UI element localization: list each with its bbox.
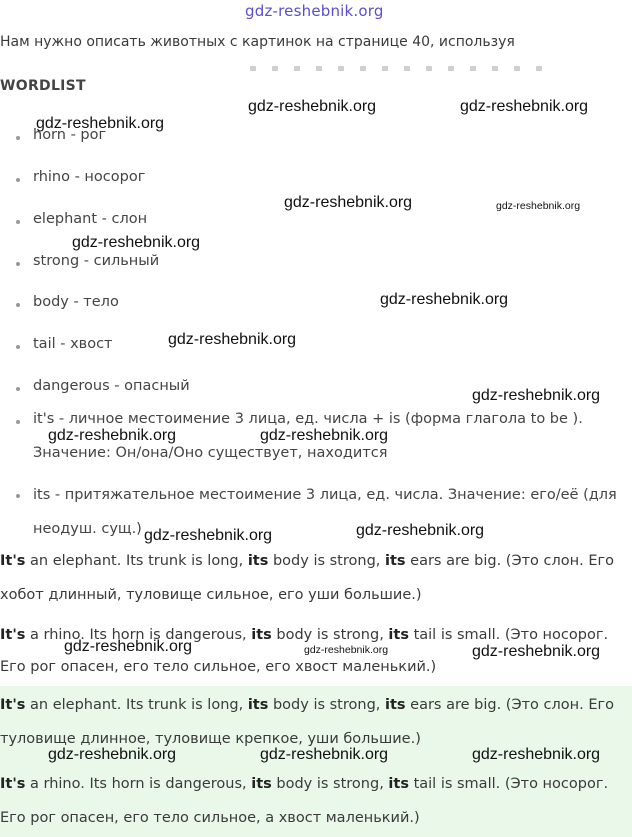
wordlist-heading: WORDLIST <box>0 78 86 94</box>
bullet-icon <box>16 262 20 266</box>
bullet-icon <box>16 494 20 498</box>
wordlist-item: elephant - слон <box>33 211 148 227</box>
answer-paragraph: It's a rhino. Its horn is dangerous, its body is strong, its tail is small. (Это носорог. Его рог опасен, его тело сильное, а хвост маленький.) <box>0 776 609 826</box>
bullet-icon <box>16 345 20 349</box>
watermark: gdz-reshebnik.org <box>48 427 177 444</box>
watermark: gdz-reshebnik.org <box>144 527 273 544</box>
wordlist-item: tail - хвост <box>33 336 113 352</box>
watermark: gdz-reshebnik.org <box>260 427 389 444</box>
watermark: gdz-reshebnik.org <box>380 291 509 308</box>
watermark: gdz-reshebnik.org <box>48 746 177 763</box>
wordlist-item: it's - личное местоимение 3 лица, ед. числа + is (форма глагола to be ). Значение: Он/она/Оно существует, находится <box>33 411 583 461</box>
wordlist-item: strong - сильный <box>33 253 160 269</box>
watermark: gdz-reshebnik.org <box>472 643 601 660</box>
answer-paragraph: It's an elephant. Its trunk is long, its body is strong, its ears are big. (Это слон. Его туловище длинное, туловище крепкое, уши большие.) <box>0 697 614 747</box>
wordlist-item: body - тело <box>33 294 119 310</box>
bullet-icon <box>16 420 20 424</box>
watermark: gdz-reshebnik.org <box>260 746 389 763</box>
watermark: gdz-reshebnik.org <box>248 98 377 115</box>
cut-text-line <box>250 66 550 71</box>
bullet-icon <box>16 136 20 140</box>
bullet-icon <box>16 178 20 182</box>
watermark: gdz-reshebnik.org <box>472 387 601 404</box>
wordlist-item: rhino - носорог <box>33 169 146 185</box>
watermark: gdz-reshebnik.org <box>168 331 297 348</box>
watermark: gdz-reshebnik.org <box>472 746 601 763</box>
wordlist-item: dangerous - опасный <box>33 378 190 394</box>
bullet-icon <box>16 303 20 307</box>
bullet-icon <box>16 387 20 391</box>
bullet-icon <box>16 220 20 224</box>
example-paragraph: It's an elephant. Its trunk is long, its body is strong, its ears are big. (Это слон. Его хобот длинный, туловище сильное, его уши большие.) <box>0 553 614 603</box>
wordlist-item: its - притяжательное местоимение 3 лица, ед. числа. Значение: его/её (для неодуш. сущ.) <box>33 487 617 537</box>
site-header: gdz-reshebnik.org <box>245 2 384 20</box>
watermark: gdz-reshebnik.org <box>356 522 485 539</box>
example-paragraph: It's a rhino. Its horn is dangerous, its body is strong, its tail is small. (Это носорог. Его рог опасен, его тело сильное, его хвост маленький.) <box>0 627 609 675</box>
watermark: gdz-reshebnik.org <box>64 638 193 655</box>
watermark: gdz-reshebnik.org <box>304 644 389 656</box>
wordlist-item: horn - рог <box>33 127 107 143</box>
watermark: gdz-reshebnik.org <box>460 98 589 115</box>
intro-text: Нам нужно описать животных с картинок на странице 40, используя <box>0 34 515 50</box>
watermark: gdz-reshebnik.org <box>72 234 201 251</box>
watermark: gdz-reshebnik.org <box>284 194 413 211</box>
watermark: gdz-reshebnik.org <box>36 115 165 132</box>
watermark: gdz-reshebnik.org <box>496 200 581 212</box>
